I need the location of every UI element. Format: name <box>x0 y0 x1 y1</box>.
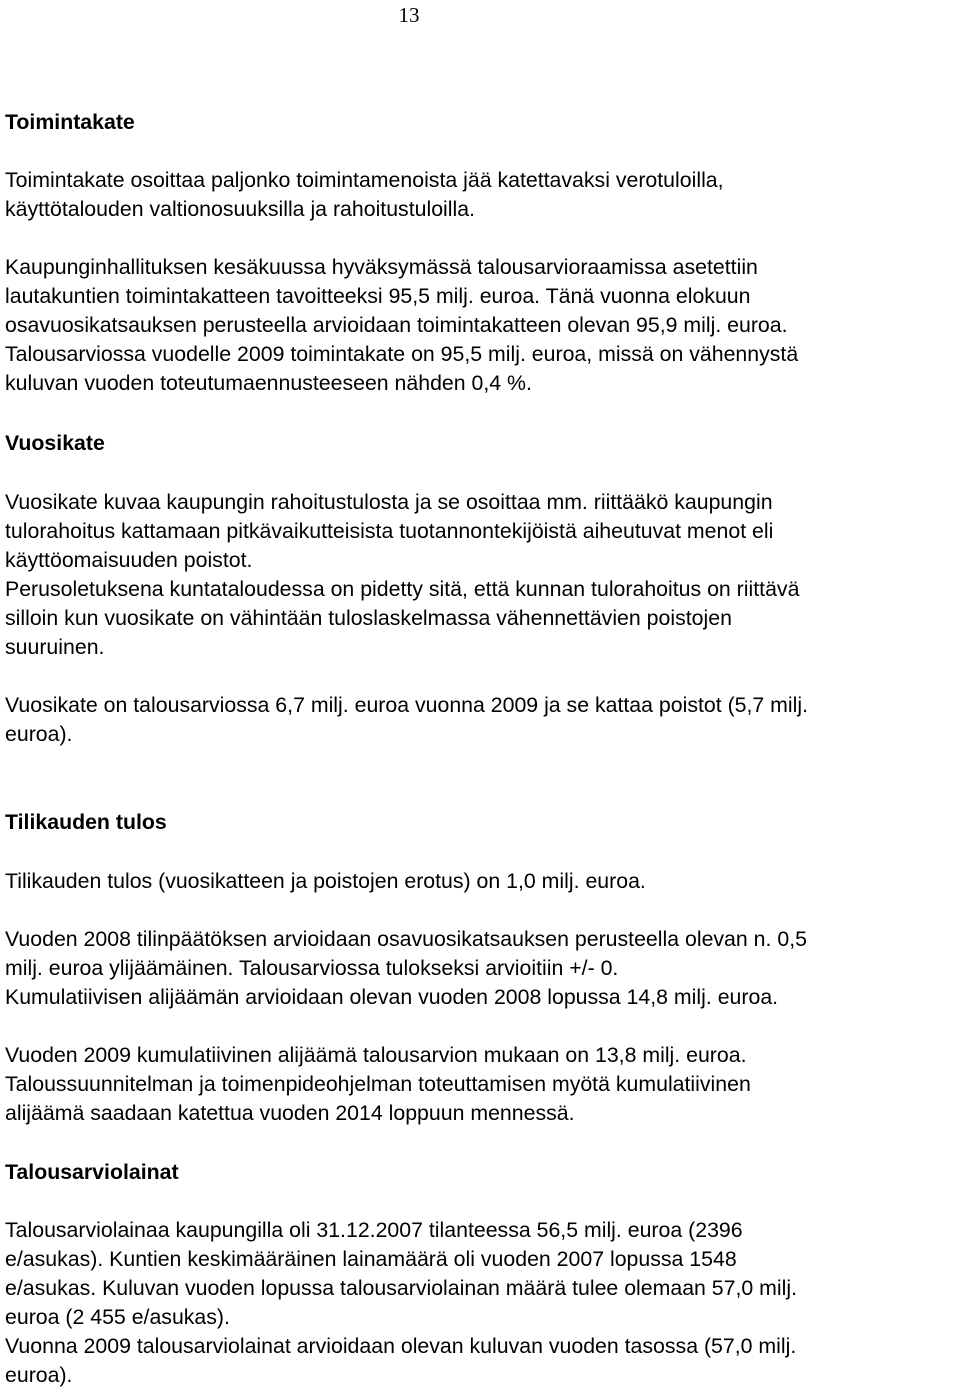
paragraph-tilikauden-tulos-result: Tilikauden tulos (vuosikatteen ja poistojen erotus) on 1,0 milj. euroa. <box>5 869 646 893</box>
section-heading-talousarviolainat: Talousarviolainat <box>5 1160 179 1184</box>
section-heading-tilikauden-tulos: Tilikauden tulos <box>5 810 167 834</box>
page-number: 13 <box>398 3 420 27</box>
paragraph-vuosikate-definition: Vuosikate kuvaa kaupungin rahoitustulosta ja se osoittaa mm. riittääkö kaupungin tulorahoitus kattamaan pitkävaikutteisista tuotannontekijöistä aiheutuvat menot eli käyttöomaisuuden poistot. Perusoletuksena kuntataloudessa on pidetty sitä, että kunnan tulorahoitus on riittävä silloin kun vuosikate on vähintään tuloslaskelmassa vähennettävien poistojen suuruinen. <box>5 490 800 659</box>
section-heading-vuosikate: Vuosikate <box>5 431 105 455</box>
paragraph-toimintakate-definition: Toimintakate osoittaa paljonko toimintamenoista jää katettavaksi verotuloilla, käyttötalouden valtionosuuksilla ja rahoitustuloilla. <box>5 168 724 221</box>
paragraph-talousarviolainat: Talousarviolainaa kaupungilla oli 31.12.2007 tilanteessa 56,5 milj. euroa (2396 e/asukas). Kuntien keskimääräinen lainamäärä oli vuoden 2007 lopussa 1548 e/asukas. Kuluvan vuoden lopussa talousarviolainan määrä tulee olemaan 57,0 milj. euroa (2 455 e/asukas). Vuonna 2009 talousarviolainat arvioidaan olevan kuluvan vuoden tasossa (57,0 milj. euroa). <box>5 1218 798 1387</box>
paragraph-tilikauden-tulos-2009: Vuoden 2009 kumulatiivinen alijäämä talousarvion mukaan on 13,8 milj. euroa. Taloussuunnitelman ja toimenpideohjelman toteuttamisen myötä kumulatiivinen alijäämä saadaan katettua vuoden 2014 loppuun mennessä. <box>5 1043 751 1125</box>
section-heading-toimintakate: Toimintakate <box>5 110 135 134</box>
paragraph-toimintakate-budget: Kaupunginhallituksen kesäkuussa hyväksymässä talousarvioraamissa asetettiin lautakuntien toimintakatteen tavoitteeksi 95,5 milj. euroa. Tänä vuonna elokuun osavuosikatsauksen perusteella arvioidaan toimintakatteen olevan 95,9 milj. euroa. Talousarviossa vuodelle 2009 toimintakate on 95,5 milj. euroa, missä on vähennystä kuluvan vuoden toteutumaennusteeseen nähden 0,4 %. <box>5 255 799 395</box>
paragraph-tilikauden-tulos-2008: Vuoden 2008 tilinpäätöksen arvioidaan osavuosikatsauksen perusteella olevan n. 0,5 milj. euroa ylijäämäinen. Talousarviossa tulokseksi arvioitiin +/- 0. Kumulatiivisen alijäämän arvioidaan olevan vuoden 2008 lopussa 14,8 milj. euroa. <box>5 927 807 1009</box>
paragraph-vuosikate-budget: Vuosikate on talousarviossa 6,7 milj. euroa vuonna 2009 ja se kattaa poistot (5,7 milj. euroa). <box>5 693 809 746</box>
